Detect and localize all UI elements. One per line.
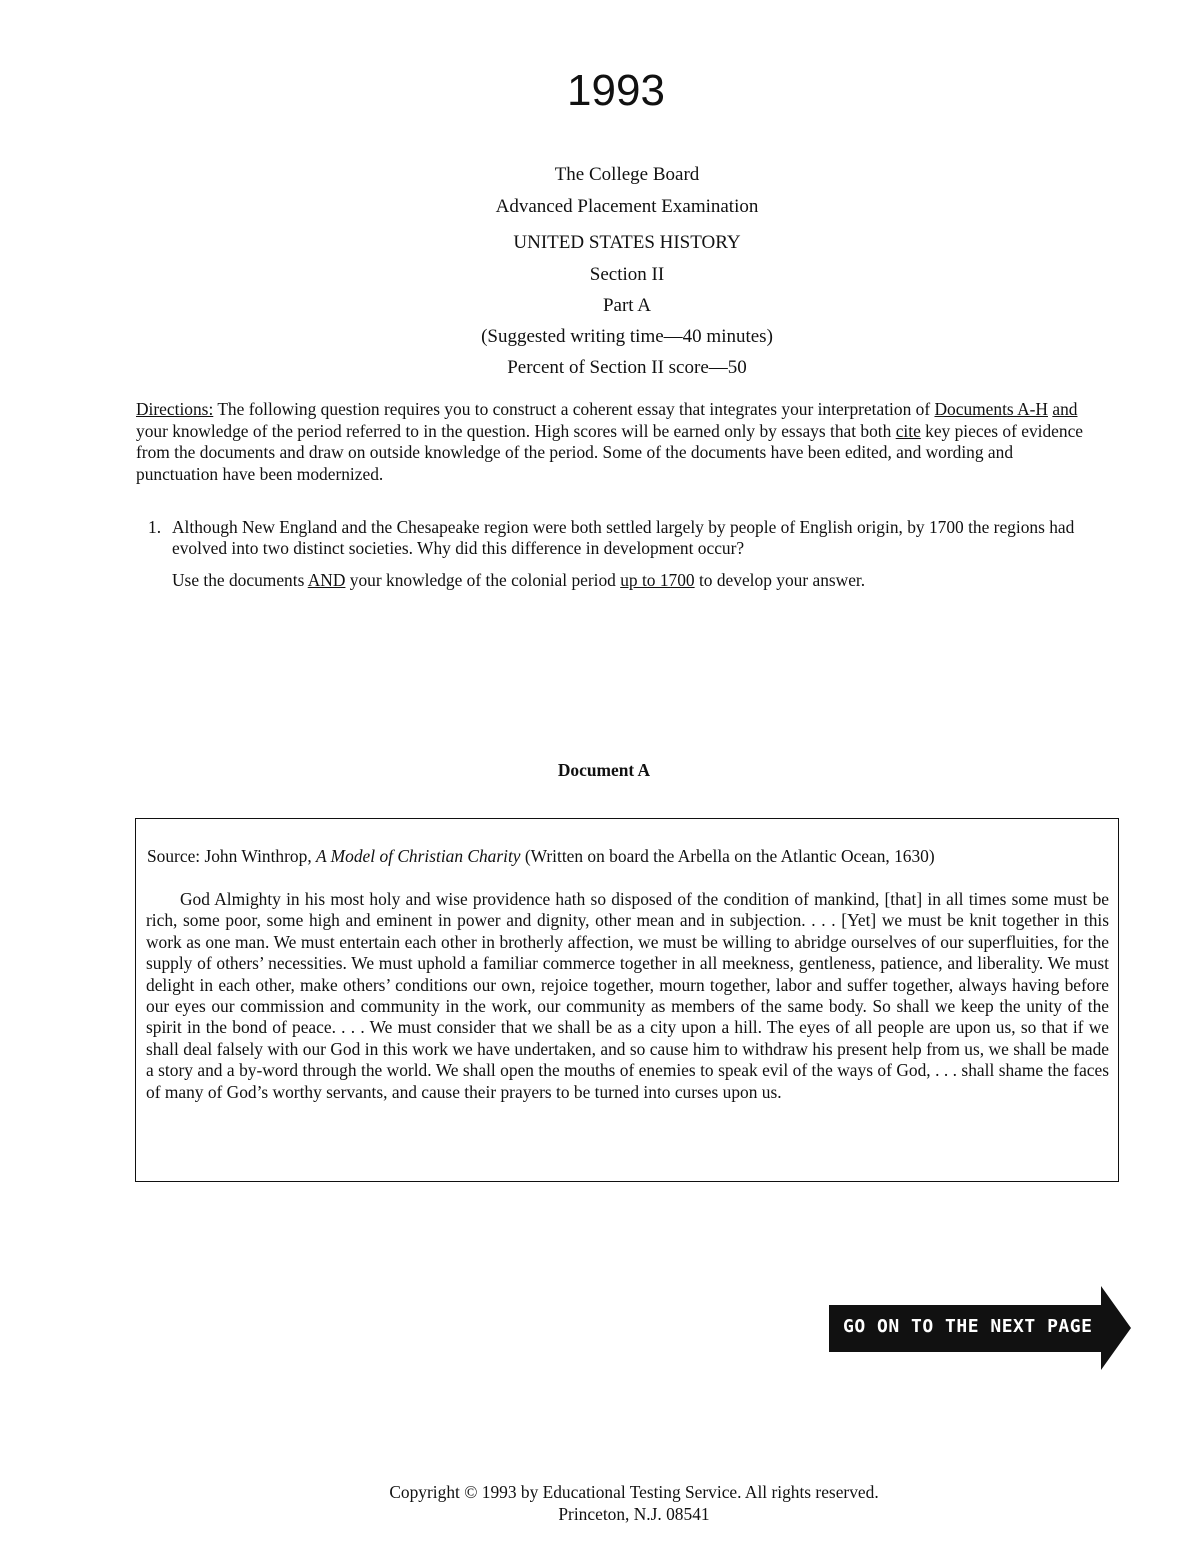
source-author: John Winthrop, (200, 846, 317, 866)
publisher-address: Princeton, N.J. 08541 (558, 1504, 710, 1524)
instruction-text: to develop your answer. (694, 570, 866, 590)
next-page-banner (829, 1286, 1131, 1370)
next-page-label: GO ON TO THE NEXT PAGE (843, 1316, 1093, 1337)
board-name: The College Board (554, 164, 700, 185)
instruction-text: Use the documents (172, 570, 308, 590)
writing-time: (Suggested writing time—40 minutes) (481, 326, 773, 347)
section-score-percent: Percent of Section II score—50 (507, 357, 747, 378)
documents-range: Documents A-H (934, 399, 1048, 419)
directions-text: The following question requires you to construct a coherent essay that integrates your interpretation of (213, 399, 935, 419)
question-number: 1. (148, 517, 162, 537)
and-emphasis: and (1052, 399, 1078, 419)
document-title: Document A (557, 760, 651, 780)
document-source (147, 846, 1117, 867)
part-label: Part A (602, 295, 652, 316)
cite-emphasis: cite (895, 420, 921, 441)
source-label: Source: (147, 846, 201, 866)
subject-title: UNITED STATES HISTORY (513, 232, 741, 253)
period-emphasis: up to 1700 (620, 570, 695, 590)
directions-text: your knowledge of the period referred to in the question. High scores will be earned only by essays that both (136, 420, 896, 441)
instruction-text: your knowledge of the colonial period (345, 570, 621, 590)
question-instruction (172, 570, 1107, 591)
exam-year: 1993 (567, 66, 665, 115)
document-excerpt: God Almighty in his most holy and wise providence hath so disposed of the condition of mankind, [that] in all times some must be rich, some poor, some high and eminent in power and dignity, other mean and in subjection. . . . [Yet] we must be knit together in this work as one man. We must entertain each other in brotherly affection, we must be willing to abridge ourselves of our superfluities, for the supply of others’ necessities. We must uphold a familiar commerce together in all meekness, gentleness, patience, and liberality. We must delight in each other, make others’ conditions our own, rejoice together, mourn together, labor and suffer together, always having before our eyes our commission and community in the work, our community as members of the same body. So shall we keep the unity of the spirit in the bond of peace. . . . We must consider that we shall be as a city upon a hill. The eyes of all people are upon us, so that if we shall deal falsely with our God in this work we have undertaken, and so cause him to withdraw his present help from us, we shall be made a story and a by-word through the world. We shall open the mouths of enemies to speak evil of the ways of God, . . . shall shame the faces of many of God’s worthy servants, and cause their prayers to be turned into curses upon us. (146, 889, 1109, 1102)
source-detail: (Written on board the Arbella on the Atlantic Ocean, 1630) (520, 846, 935, 866)
directions-text: key pieces of evidence from the documents and draw on outside knowledge of the period. Some of the documents have been edited, and wording and punctuation have been modernized. (136, 420, 1084, 484)
directions-label: Directions: (136, 399, 214, 419)
exam-name: Advanced Placement Examination (495, 196, 759, 217)
section-label: Section II (589, 264, 665, 285)
directions-paragraph (136, 399, 1096, 485)
and-emphasis: AND (307, 570, 346, 590)
source-work: A Model of Christian Charity (316, 846, 521, 866)
question-text: Although New England and the Chesapeake region were both settled largely by people of English origin, by 1700 the regions had evolved into two distinct societies. Why did this difference in development occur? (172, 517, 1075, 558)
copyright-notice: Copyright © 1993 by Educational Testing Service. All rights reserved. (389, 1482, 879, 1502)
